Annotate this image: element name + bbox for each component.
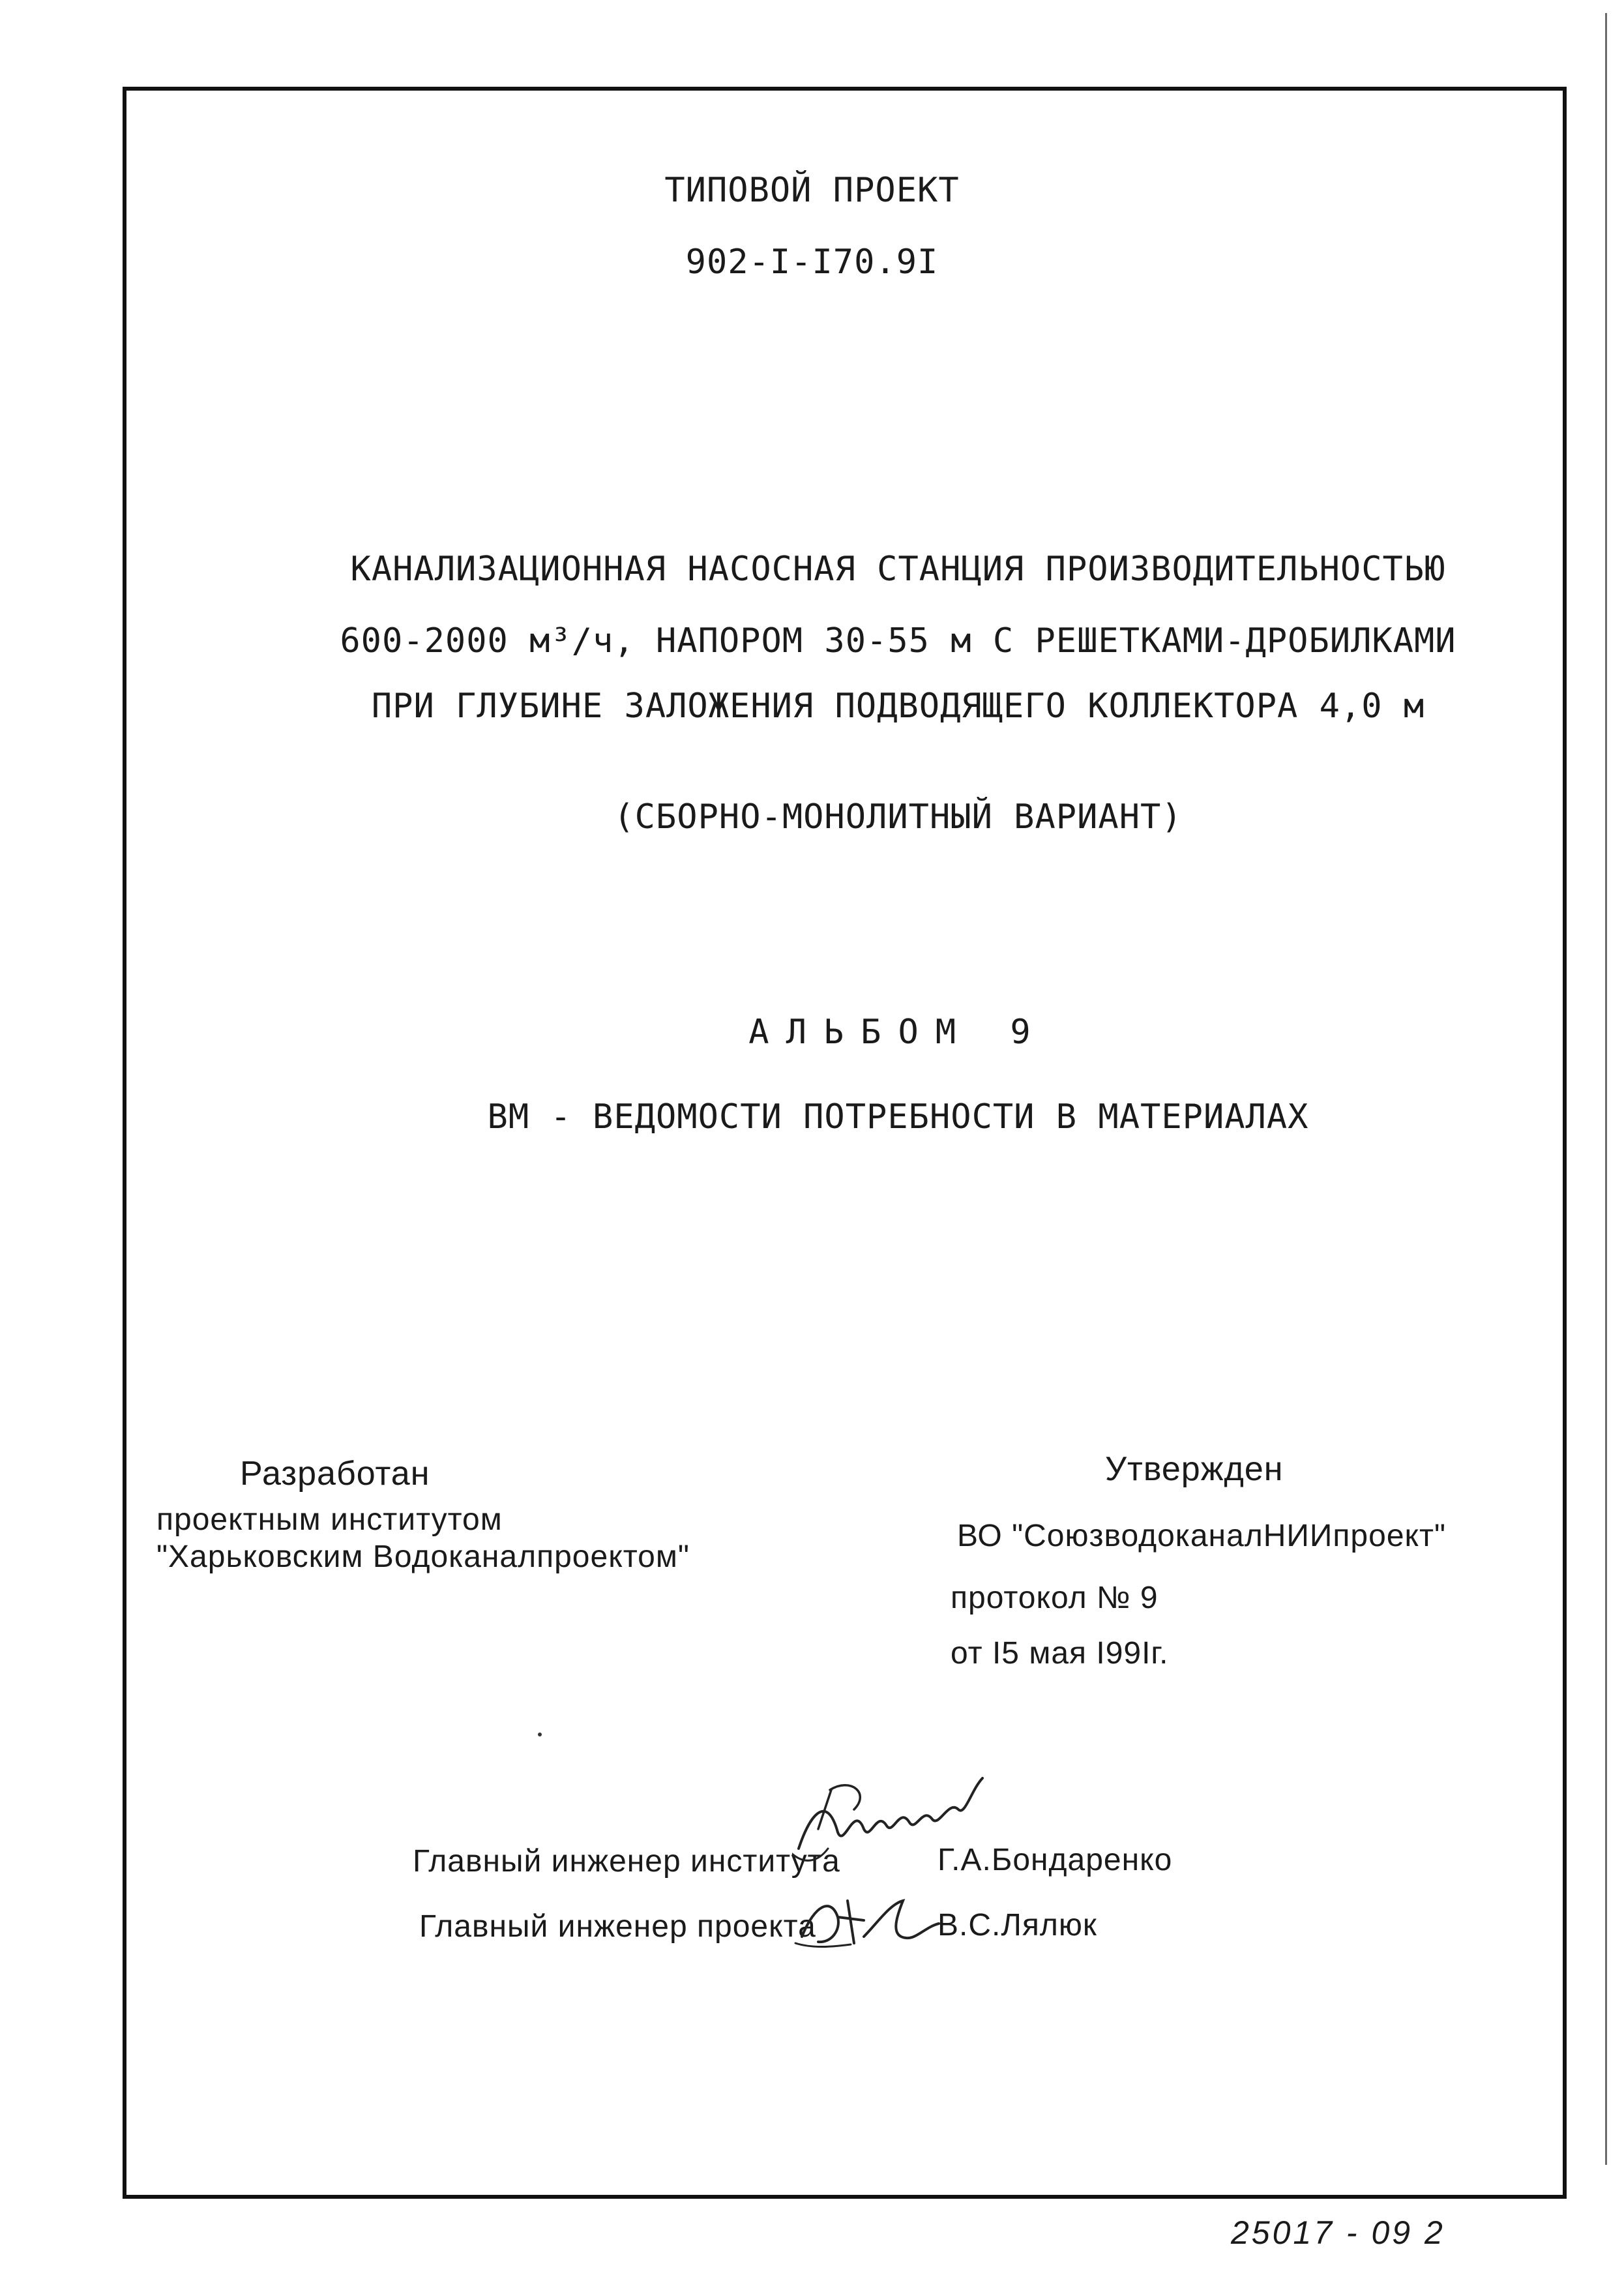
approved-protocol: протокол № 9 bbox=[951, 1581, 1159, 1615]
ink-dot bbox=[538, 1733, 542, 1736]
project-number: 902-I-I70.9I bbox=[685, 243, 939, 282]
handwritten-signature-1 bbox=[792, 1770, 988, 1868]
album-subtitle: ВМ - ВЕДОМОСТИ ПОТРЕБНОСТИ В МАТЕРИАЛАХ bbox=[487, 1097, 1309, 1137]
approved-organization: ВО "СоюзводоканалНИИпроект" bbox=[957, 1519, 1447, 1553]
drawing-frame bbox=[123, 87, 1567, 2199]
main-title-line-3: ПРИ ГЛУБИНЕ ЗАЛОЖЕНИЯ ПОДВОДЯЩЕГО КОЛЛЕКТОРА 4,0 м bbox=[371, 687, 1425, 726]
signature-name-2: В.С.Лялюк bbox=[937, 1908, 1097, 1942]
project-type: ТИПОВОЙ ПРОЕКТ bbox=[664, 171, 960, 210]
signature-role-1: Главный инженер института bbox=[413, 1844, 840, 1879]
album-label: АЛЬБОМ 9 bbox=[748, 1013, 1048, 1052]
variant-note: (СБОРНО-МОНОЛИТНЫЙ ВАРИАНТ) bbox=[613, 797, 1183, 837]
main-title-line-2: 600-2000 м³/ч, НАПОРОМ 30-55 м С РЕШЕТКАМИ-ДРОБИЛКАМИ bbox=[340, 621, 1456, 661]
page-edge bbox=[1605, 13, 1607, 2165]
handwritten-signature-2 bbox=[792, 1891, 942, 1950]
developed-line-2: "Харьковским Водоканалпроектом" bbox=[156, 1540, 690, 1574]
signature-role-2: Главный инженер проекта bbox=[419, 1909, 816, 1944]
main-title-line-1: КАНАЛИЗАЦИОННАЯ НАСОСНАЯ СТАНЦИЯ ПРОИЗВОДИТЕЛЬНОСТЬЮ bbox=[350, 550, 1446, 589]
signature-name-1: Г.А.Бондаренко bbox=[937, 1843, 1173, 1877]
approved-label: Утвержден bbox=[1105, 1450, 1284, 1488]
sheet-stamp: 25017 - 09 2 bbox=[1231, 2214, 1445, 2251]
developed-label: Разработан bbox=[240, 1455, 430, 1493]
developed-line-1: проектным институтом bbox=[156, 1502, 503, 1537]
approved-date: от I5 мая I99Iг. bbox=[951, 1636, 1169, 1671]
